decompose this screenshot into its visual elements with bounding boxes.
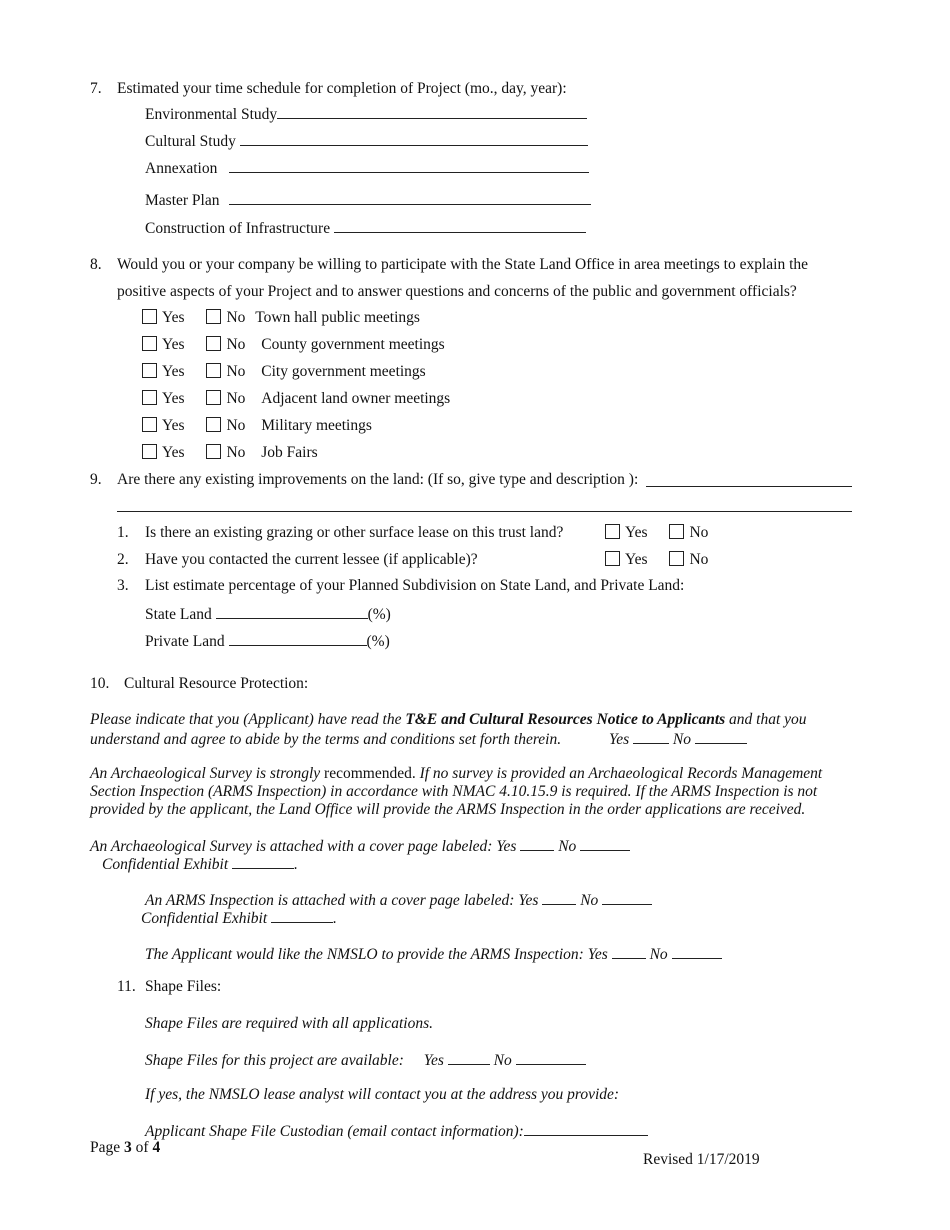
q7-annexation-row (145, 158, 589, 178)
field-label: Cultural Study (145, 133, 236, 150)
arms-no-field[interactable] (602, 890, 652, 905)
field-label: Annexation (145, 160, 218, 177)
nmslo-arms-row (145, 944, 722, 964)
page-label: Page (90, 1139, 125, 1156)
field-label: Master Plan (145, 192, 220, 209)
page-number (90, 1139, 160, 1157)
shape-files-available-text: Shape Files for this project are available: (145, 1052, 404, 1069)
private-land-label: Private Land (145, 633, 225, 650)
meeting-type: Town hall public meetings (255, 309, 420, 326)
q8-row-adjacent (142, 390, 450, 408)
te-notice-title: T&E and Cultural Resources Notice to Applicants (405, 711, 726, 728)
improvements-field-line2[interactable] (117, 511, 852, 512)
q11-title: Shape Files: (145, 978, 222, 995)
yes-checkbox[interactable] (142, 444, 157, 459)
revised-date: Revised 1/17/2019 (643, 1151, 760, 1168)
q7-environmental-row (145, 104, 587, 124)
survey-recommendation-line3: provided by the applicant, the Land Office will provide the ARMS Inspection in the order applications are received. (90, 801, 806, 818)
q7-question: Estimated your time schedule for completion of Project (mo., day, year): (117, 80, 567, 97)
q9-sub1-text: Is there an existing grazing or other surface lease on this trust land? (145, 524, 564, 541)
no-label: No (226, 444, 246, 461)
survey-confidential-field[interactable] (232, 854, 294, 869)
meeting-type: Adjacent land owner meetings (261, 390, 451, 407)
te-notice-no-field[interactable] (695, 729, 747, 744)
no-checkbox[interactable] (206, 336, 221, 351)
private-land-row (145, 631, 390, 651)
state-land-label: State Land (145, 606, 212, 623)
q8-row-job-fairs (142, 444, 318, 462)
yes-checkbox[interactable] (605, 524, 620, 539)
percent-unit: (%) (366, 633, 390, 650)
no-label: No (672, 731, 691, 748)
survey-recommendation-line1 (90, 765, 822, 783)
no-label: No (226, 363, 246, 380)
percent-unit: (%) (367, 606, 391, 623)
q9-sub2-text: Have you contacted the current lessee (if applicable)? (145, 551, 478, 568)
arms-attached-row (145, 890, 652, 910)
yes-label: Yes (625, 524, 648, 541)
meeting-type: Military meetings (261, 417, 372, 434)
survey-confidential-row: Confidential Exhibit . (102, 856, 298, 873)
te-notice-line1 (90, 711, 807, 729)
yes-checkbox[interactable] (605, 551, 620, 566)
q10-number: 10. (90, 675, 110, 692)
no-checkbox[interactable] (669, 551, 684, 566)
meeting-type: Job Fairs (261, 444, 318, 461)
no-label: No (493, 1052, 512, 1069)
arms-attached-text: An ARMS Inspection is attached with a cover page labeled: Yes (145, 892, 539, 909)
q7-master-plan-row (145, 190, 591, 210)
no-label: No (689, 551, 709, 568)
te-notice-text: understand and agree to abide by the terms and conditions set forth therein. (90, 731, 562, 748)
q7-cultural-row (145, 131, 588, 151)
q8-question-line1: Would you or your company be willing to participate with the State Land Office in area meetings to explain the (117, 256, 809, 273)
yes-label: Yes (162, 417, 185, 434)
construction-date-field[interactable] (334, 218, 586, 233)
master-plan-date-field[interactable] (229, 190, 591, 205)
yes-label: Yes (609, 731, 630, 748)
meeting-type: City government meetings (261, 363, 426, 380)
no-checkbox[interactable] (206, 390, 221, 405)
custodian-label: Applicant Shape File Custodian (email contact information): (145, 1123, 524, 1140)
shape-files-contact: If yes, the NMSLO lease analyst will contact you at the address you provide: (145, 1086, 620, 1103)
q9-sub2-number: 2. (117, 551, 129, 568)
q9-sub1-number: 1. (117, 524, 129, 541)
meeting-type: County government meetings (261, 336, 445, 353)
no-label: No (689, 524, 709, 541)
no-label: No (580, 892, 599, 909)
yes-label: Yes (162, 336, 185, 353)
q8-question-line2: positive aspects of your Project and to answer questions and concerns of the public and government officials? (117, 283, 797, 300)
no-label: No (226, 390, 246, 407)
q8-number: 8. (90, 256, 102, 273)
shape-files-no-field[interactable] (516, 1050, 586, 1065)
total-pages: 4 (152, 1139, 161, 1156)
q9-question: Are there any existing improvements on the land: (If so, give type and description ): (117, 471, 639, 488)
no-label: No (558, 838, 577, 855)
no-label: No (649, 946, 668, 963)
survey-text: recommended. (320, 765, 420, 782)
shape-files-yes-field[interactable] (448, 1050, 490, 1065)
field-label: Construction of Infrastructure (145, 220, 331, 237)
field-label: Environmental Study (145, 106, 278, 123)
q8-row-town-hall (142, 309, 420, 327)
q10-title: Cultural Resource Protection: (124, 675, 309, 692)
confidential-label: Confidential Exhibit (141, 910, 268, 927)
no-checkbox[interactable] (669, 524, 684, 539)
yes-checkbox[interactable] (142, 309, 157, 324)
yes-label: Yes (625, 551, 648, 568)
current-page: 3 (124, 1139, 132, 1156)
environmental-study-date-field[interactable] (277, 104, 587, 119)
annexation-date-field[interactable] (229, 158, 589, 173)
yes-label: Yes (423, 1052, 444, 1069)
te-notice-line2 (90, 729, 747, 749)
te-notice-text: and that you (725, 711, 807, 728)
state-land-percent-field[interactable] (216, 604, 368, 619)
yes-checkbox[interactable] (142, 417, 157, 432)
q8-row-military (142, 417, 372, 435)
yes-label: Yes (162, 309, 185, 326)
yes-label: Yes (162, 390, 185, 407)
no-label: No (226, 336, 246, 353)
no-checkbox[interactable] (206, 363, 221, 378)
contacted-lessee-options (605, 551, 708, 569)
survey-attached-row (90, 836, 630, 856)
state-land-row (145, 604, 391, 624)
grazing-lease-options (605, 524, 708, 542)
no-checkbox[interactable] (206, 444, 221, 459)
survey-no-field[interactable] (580, 836, 630, 851)
yes-label: Yes (162, 363, 185, 380)
yes-checkbox[interactable] (142, 336, 157, 351)
te-notice-yes-field[interactable] (633, 729, 669, 744)
nmslo-yes-field[interactable] (612, 944, 646, 959)
no-checkbox[interactable] (206, 417, 221, 432)
q9-sub3-text: List estimate percentage of your Planned Subdivision on State Land, and Private Land: (145, 577, 685, 594)
q7-number: 7. (90, 80, 102, 97)
q9-number: 9. (90, 471, 102, 488)
arms-confidential-field[interactable] (271, 908, 333, 923)
custodian-email-field[interactable] (524, 1121, 648, 1136)
q9-sub3-number: 3. (117, 577, 129, 594)
q8-row-county (142, 336, 445, 354)
page-label: of (131, 1139, 153, 1156)
arms-yes-field[interactable] (542, 890, 576, 905)
no-label: No (226, 417, 246, 434)
q11-number: 11. (117, 978, 136, 995)
private-land-percent-field[interactable] (229, 631, 367, 646)
yes-checkbox[interactable] (142, 363, 157, 378)
te-notice-text: Please indicate that you (Applicant) have read the (90, 711, 406, 728)
cultural-study-date-field[interactable] (240, 131, 588, 146)
q7-construction-row (145, 218, 586, 238)
improvements-field[interactable] (646, 486, 852, 487)
q8-row-city (142, 363, 426, 381)
yes-label: Yes (162, 444, 185, 461)
survey-yes-field[interactable] (520, 836, 554, 851)
survey-recommendation-line2: Section Inspection (ARMS Inspection) in accordance with NMAC 4.10.15.9 is required. If the ARMS Inspection is not (90, 783, 818, 800)
no-label: No (226, 309, 246, 326)
arms-confidential-row: Confidential Exhibit . (141, 910, 337, 927)
survey-text: An Archaeological Survey is strongly (90, 765, 321, 782)
survey-text: If no survey is provided an Archaeological Records Management (419, 765, 823, 782)
confidential-label: Confidential Exhibit (102, 856, 229, 873)
nmslo-arms-text: The Applicant would like the NMSLO to provide the ARMS Inspection: Yes (145, 946, 608, 963)
shape-files-required: Shape Files are required with all applications. (145, 1015, 434, 1032)
shape-files-available-row (145, 1050, 586, 1070)
survey-attached-text: An Archaeological Survey is attached with a cover page labeled: Yes (90, 838, 517, 855)
yes-checkbox[interactable] (142, 390, 157, 405)
no-checkbox[interactable] (206, 309, 221, 324)
nmslo-no-field[interactable] (672, 944, 722, 959)
custodian-row (145, 1121, 648, 1141)
